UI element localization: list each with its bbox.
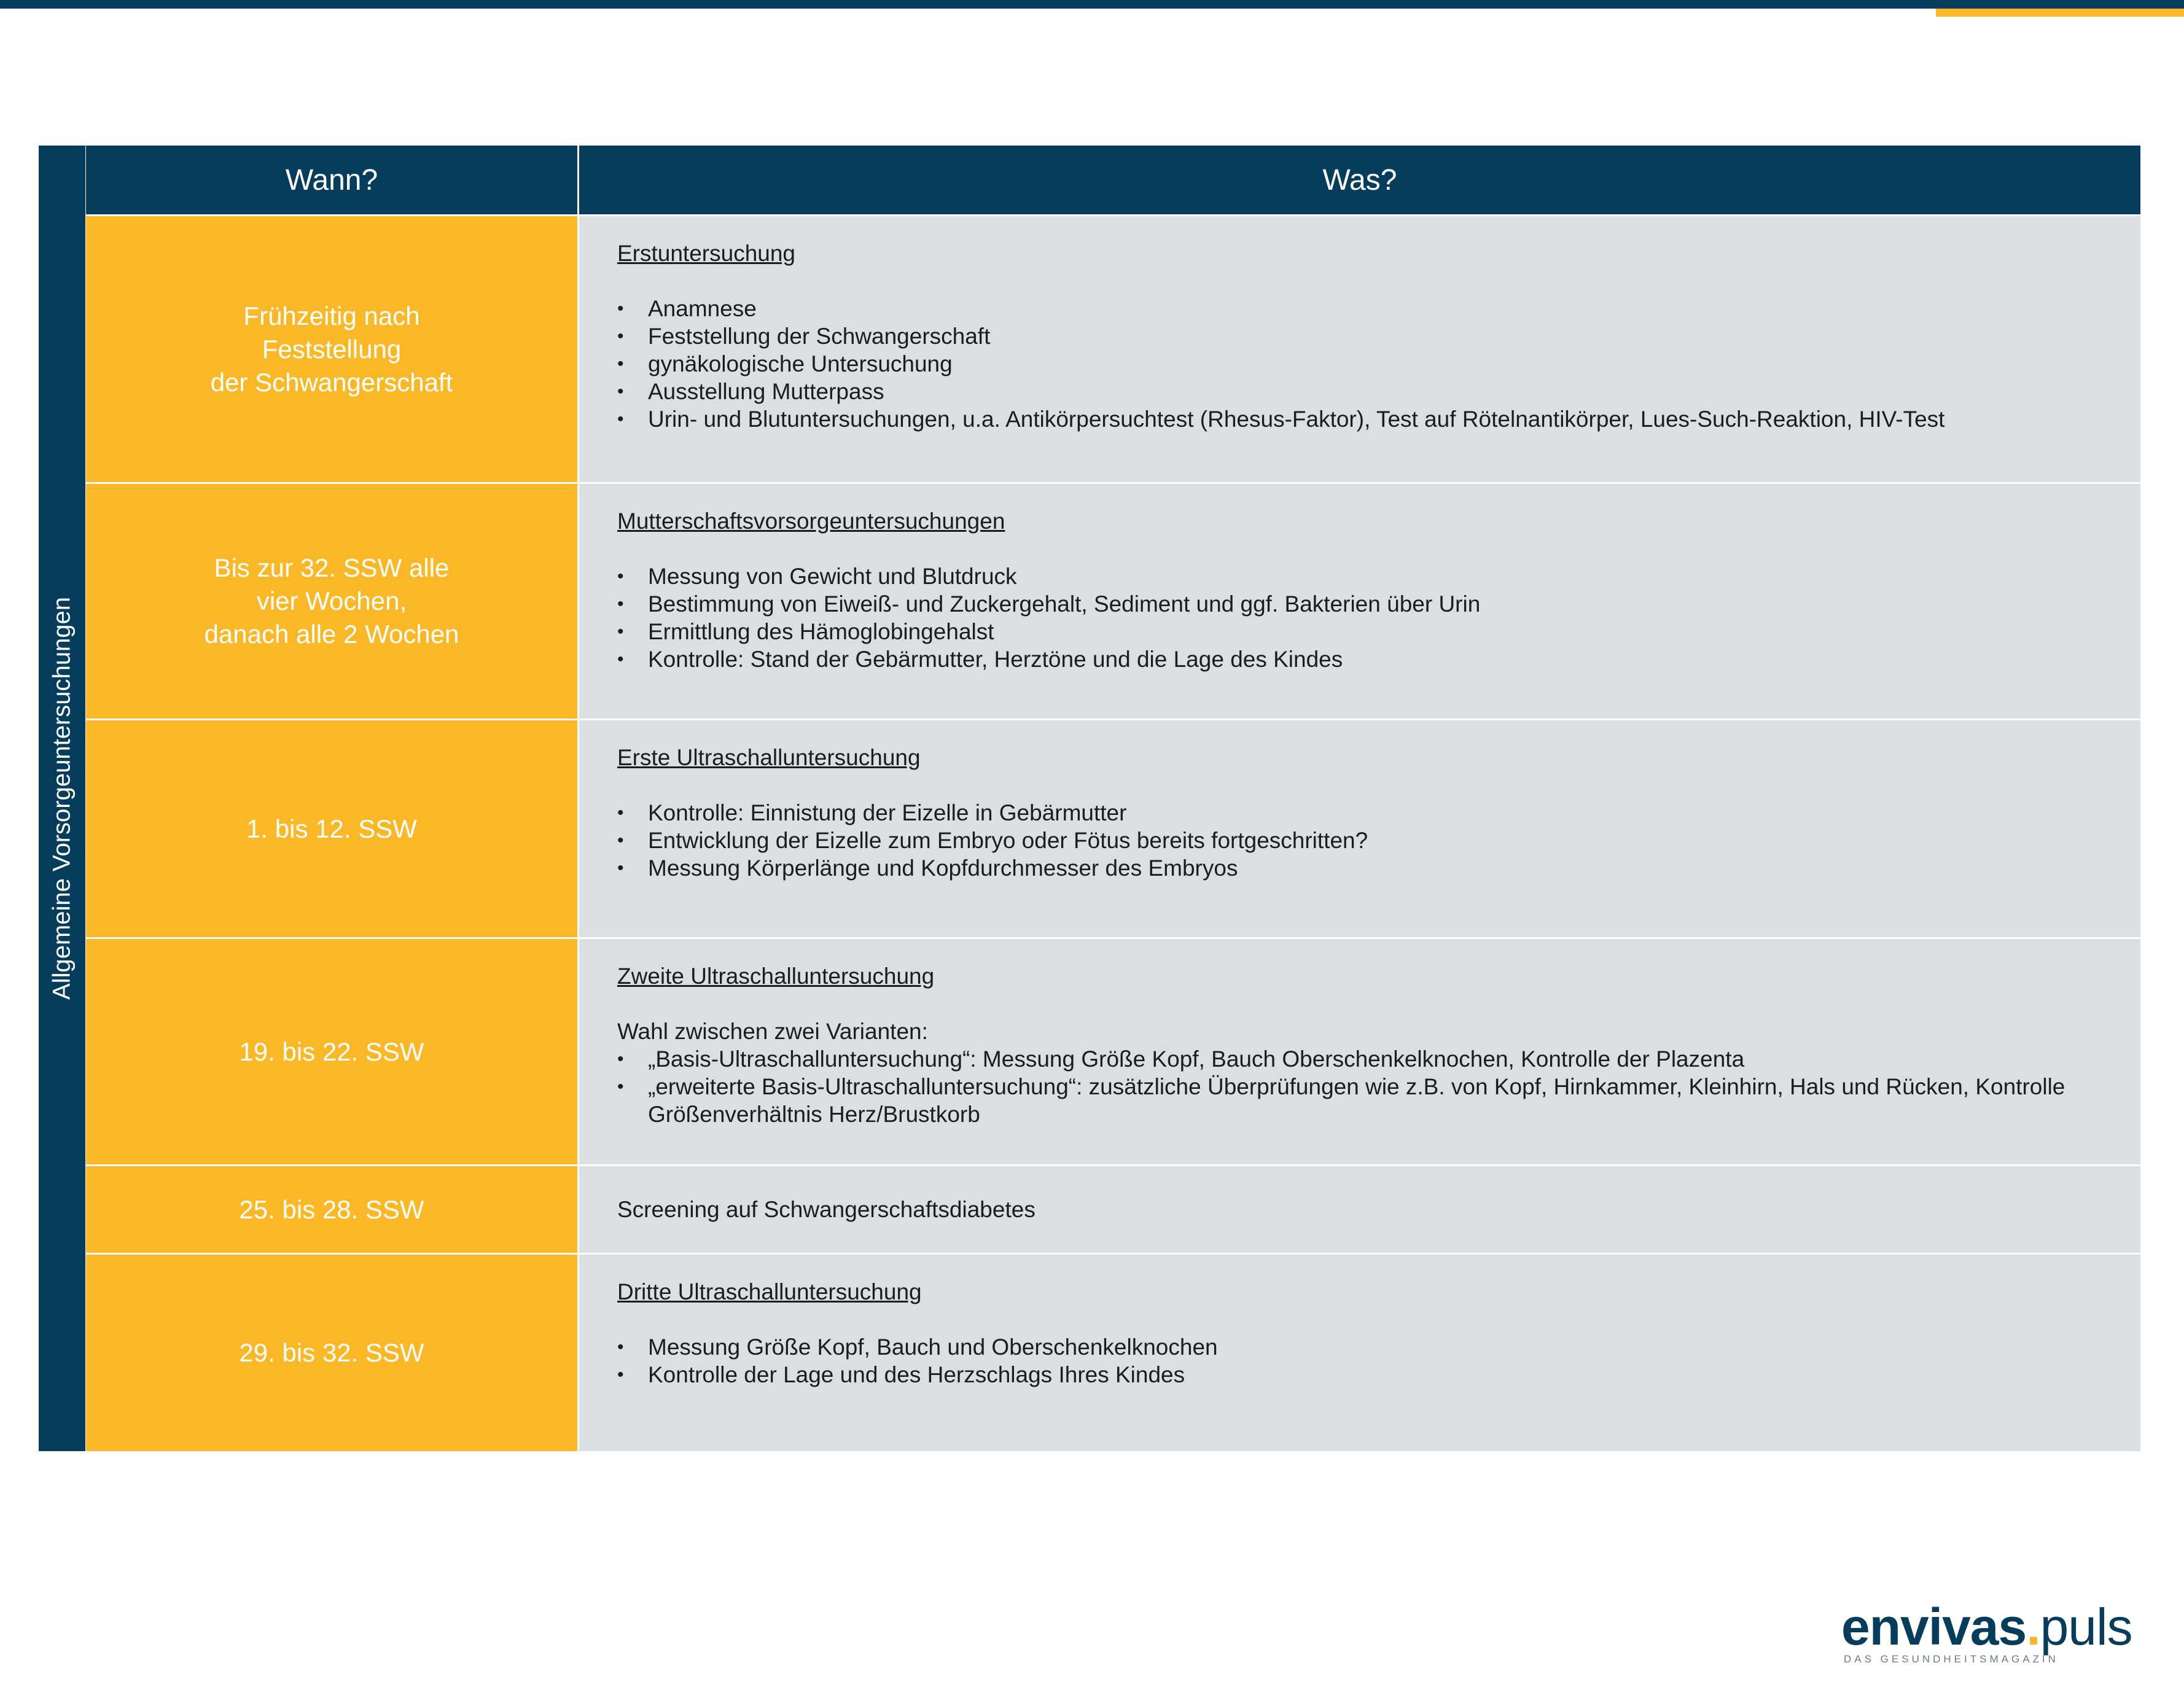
- section-title: Zweite Ultraschalluntersuchung: [617, 964, 935, 989]
- list-item: • Ermittlung des Hämoglobingehalst: [617, 618, 2104, 645]
- list-item: • Kontrolle: Stand der Gebärmutter, Herztöne und die Lage des Kindes: [617, 645, 2104, 673]
- list-item: • Kontrolle der Lage und des Herzschlags Ihres Kindes: [617, 1361, 2104, 1389]
- when-cell: [86, 216, 579, 482]
- table-row: [86, 719, 2140, 937]
- section-title: Dritte Ultraschalluntersuchung: [617, 1279, 922, 1304]
- when-cell: [86, 720, 579, 937]
- when-cell: [86, 1166, 579, 1253]
- table-row: [86, 937, 2140, 1164]
- when-text: danach alle 2 Wochen: [204, 620, 459, 649]
- side-category-label: Allgemeine Vorsorgeuntersuchungen: [48, 597, 76, 1000]
- list-item: • „erweiterte Basis-Ultraschalluntersuchung“: zusätzliche Überprüfungen wie z.B. von Kopf, Hirnkammer, Kleinhirn, Hals und Rücken, Kontrolle Größenverhältnis Herz/Brustkorb: [617, 1073, 2104, 1128]
- section-title: Mutterschaftsvorsorgeuntersuchungen: [617, 508, 1005, 534]
- logo-dot: .: [2026, 1598, 2040, 1656]
- top-bar: [0, 0, 2184, 9]
- list-item: • Kontrolle: Einnistung der Eizelle in Gebärmutter: [617, 799, 2104, 827]
- header-when: Wann?: [86, 146, 579, 214]
- what-cell: [579, 1255, 2140, 1451]
- logo-wordmark: [1841, 1599, 2156, 1654]
- list-item: • Feststellung der Schwangerschaft: [617, 322, 2104, 350]
- table-row: [86, 214, 2140, 482]
- what-cell: [579, 216, 2140, 482]
- logo-part-puls: puls: [2040, 1598, 2132, 1656]
- table-row: [86, 1164, 2140, 1253]
- when-text: 1. bis 12. SSW: [246, 814, 417, 843]
- when-text: der Schwangerschaft: [210, 367, 453, 397]
- bullet-list: [617, 295, 2104, 433]
- what-cell: [579, 939, 2140, 1164]
- when-text: Frühzeitig nach: [243, 301, 420, 330]
- logo-tagline: DAS GESUNDHEITSMAGAZIN: [1844, 1653, 2059, 1665]
- when-text: Feststellung: [262, 334, 402, 364]
- list-item: • Entwicklung der Eizelle zum Embryo oder Fötus bereits fortgeschritten?: [617, 827, 2104, 854]
- list-item: • gynäkologische Untersuchung: [617, 350, 2104, 378]
- table-header: [86, 146, 2140, 214]
- list-item: • Messung von Gewicht und Blutdruck: [617, 563, 2104, 590]
- section-title: Erstuntersuchung: [617, 241, 796, 266]
- table-row: [86, 482, 2140, 719]
- list-item: • Messung Größe Kopf, Bauch und Oberschenkelknochen: [617, 1333, 2104, 1361]
- when-cell: [86, 1255, 579, 1451]
- side-category-band: [39, 146, 85, 1451]
- when-text: 29. bis 32. SSW: [239, 1338, 424, 1367]
- bullet-list: [617, 1333, 2104, 1389]
- when-text: Bis zur 32. SSW alle: [214, 553, 450, 582]
- list-item: • Urin- und Blutuntersuchungen, u.a. Antikörpersuchtest (Rhesus-Faktor), Test auf Rötelnantikörper, Lues-Such-Reaktion, HIV-Test: [617, 405, 2104, 433]
- table-row: [86, 1253, 2140, 1451]
- list-item: • Ausstellung Mutterpass: [617, 378, 2104, 405]
- bullet-list: [617, 799, 2104, 882]
- list-item: • Bestimmung von Eiweiß- und Zuckergehalt, Sediment und ggf. Bakterien über Urin: [617, 590, 2104, 618]
- bullet-list: [617, 1045, 2104, 1128]
- top-accent-bar: [1936, 9, 2184, 17]
- section-title: Erste Ultraschalluntersuchung: [617, 745, 921, 770]
- list-item: • Anamnese: [617, 295, 2104, 322]
- what-cell: [579, 484, 2140, 719]
- row-text: Screening auf Schwangerschaftsdiabetes: [617, 1197, 1035, 1222]
- what-cell: [579, 1166, 2140, 1253]
- what-cell: [579, 720, 2140, 937]
- checkup-table: [86, 146, 2140, 1451]
- when-text: 25. bis 28. SSW: [239, 1194, 424, 1224]
- intro-text: Wahl zwischen zwei Varianten:: [617, 1019, 928, 1044]
- logo-part-envivas: envivas: [1841, 1598, 2027, 1656]
- when-cell: [86, 939, 579, 1164]
- when-cell: [86, 484, 579, 719]
- envivas-puls-logo: [1841, 1599, 2156, 1673]
- list-item: • „Basis-Ultraschalluntersuchung“: Messung Größe Kopf, Bauch Oberschenkelknochen, Kontrolle der Plazenta: [617, 1045, 2104, 1073]
- bullet-list: [617, 563, 2104, 673]
- list-item: • Messung Körperlänge und Kopfdurchmesser des Embryos: [617, 854, 2104, 882]
- header-what: Was?: [579, 146, 2140, 214]
- when-text: 19. bis 22. SSW: [239, 1037, 424, 1066]
- when-text: vier Wochen,: [256, 586, 407, 615]
